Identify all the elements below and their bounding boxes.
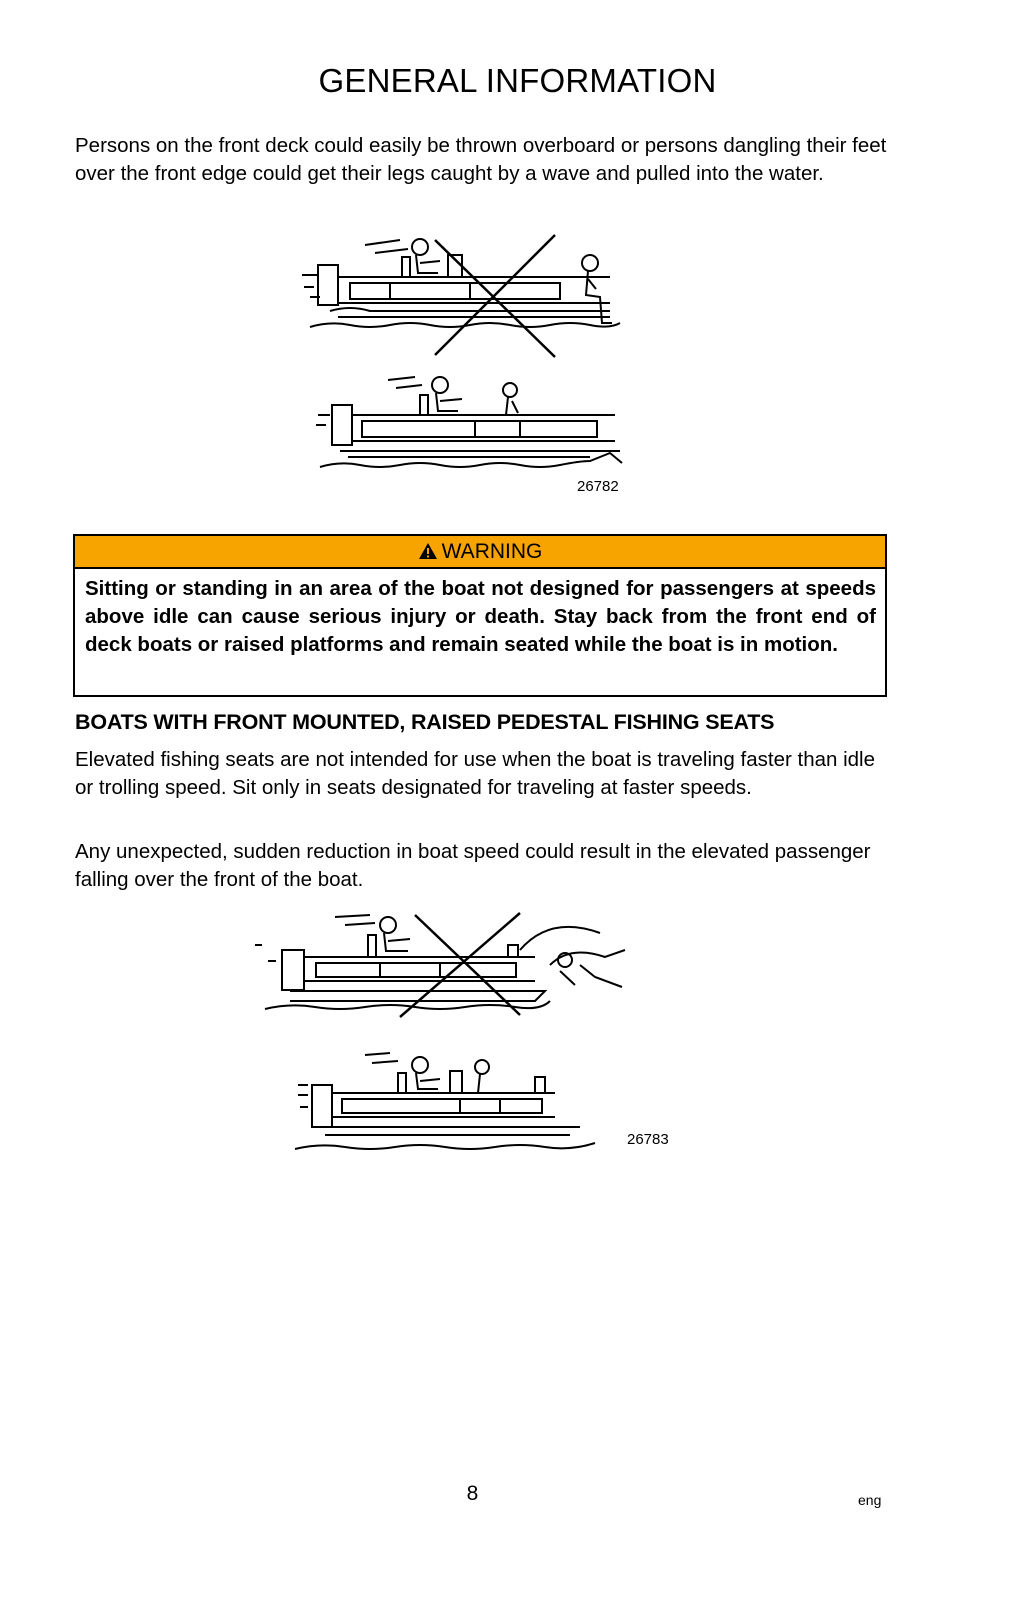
boat-passenger-thrown-illustration xyxy=(255,913,625,1017)
warning-label: WARNING xyxy=(441,540,543,563)
page-title: GENERAL INFORMATION xyxy=(318,62,717,99)
boat-incorrect-illustration xyxy=(302,235,620,357)
intro-paragraph: Persons on the front deck could easily be thrown overboard or persons dangling their feet over the front edge could get their legs caught by a wave and pulled into the water. xyxy=(75,134,887,185)
figure1-number: 26782 xyxy=(577,478,619,495)
page-number: 8 xyxy=(466,1482,479,1505)
language-code: eng xyxy=(858,1492,882,1508)
section-paragraph-2: Any unexpected, sudden reduction in boat speed could result in the elevated passenger falling over the front of the boat. xyxy=(75,840,871,891)
warning-text: Sitting or standing in an area of the boat not designed for passengers at speeds above idle can cause serious injury or death. Stay back from the front end of deck boats or raised platforms and remain seated while the boat is in motion. xyxy=(85,577,876,656)
figure2-number: 26783 xyxy=(627,1131,669,1148)
section-heading: BOATS WITH FRONT MOUNTED, RAISED PEDESTAL FISHING SEATS xyxy=(75,710,775,734)
figure-pedestal-seat-illustration xyxy=(250,905,640,1160)
warning-box xyxy=(73,534,887,697)
boat-seated-correctly-illustration xyxy=(295,1053,595,1149)
boat-correct-illustration xyxy=(316,377,622,467)
figure-front-deck-illustration xyxy=(290,225,640,500)
warning-header xyxy=(75,536,885,569)
section-paragraph-1: Elevated fishing seats are not intended for use when the boat is traveling faster than idle or trolling speed. Sit only in seats designated for traveling at faster speeds. xyxy=(75,748,876,799)
warning-triangle-icon xyxy=(418,542,438,560)
